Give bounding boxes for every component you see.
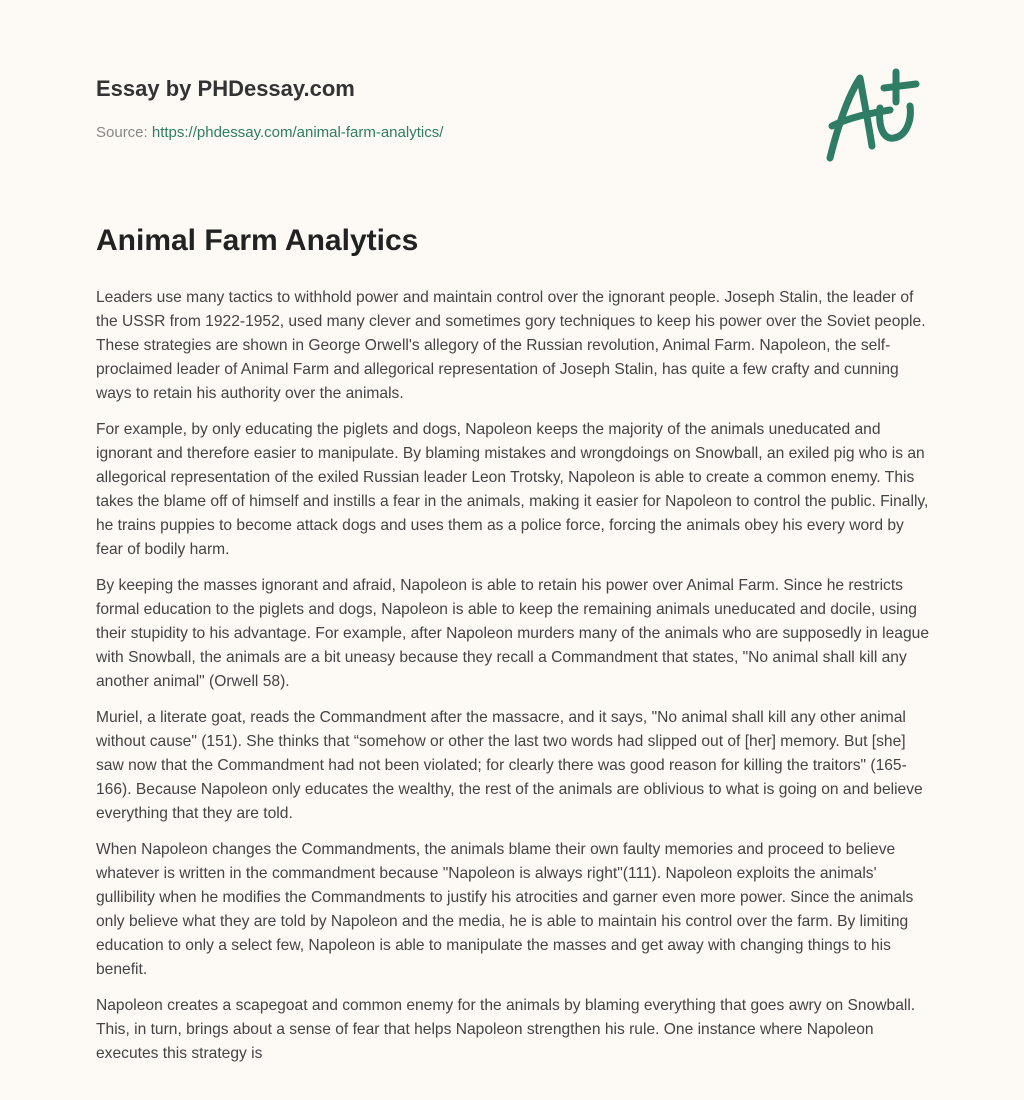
paragraph: For example, by only educating the piglets and dogs, Napoleon keeps the majority of the animals uneducated and ignorant and therefore easier to manipulate. By blaming mistakes and wrongdoings on Snowball, an exiled pig who is an allegorical representation of the exiled Russian leader Leon Trotsky, Napoleon is able to create a common enemy. This takes the blame off of himself and instills a fear in the animals, making it easier for Napoleon to control the public. Finally, he trains puppies to become attack dogs and uses them as a police force, forcing the animals obey his every word by fear of bodily harm. — [96, 421, 929, 558]
paragraph: Napoleon creates a scapegoat and common enemy for the animals by blaming everything that goes awry on Snowball. This, in turn, brings about a sense of fear that helps Napoleon strengthen his rule. One instance where Napoleon executes this strategy is — [96, 997, 916, 1062]
paragraph: Muriel, a literate goat, reads the Commandment after the massacre, and it says, "No animal shall kill any other animal without cause" (151). She thinks that “somehow or other the last two words had slipped out of [her] memory. But [she] saw now that the Commandment had not been violated; for clearly there was good reason for killing the traitors" (165-166). Because Napoleon only educates the wealthy, the rest of the animals are oblivious to what is going on and believe everything that they are told. — [96, 709, 923, 822]
a-plus-logo-icon — [818, 66, 930, 166]
paragraph: Leaders use many tactics to withhold power and maintain control over the ignorant people. Joseph Stalin, the leader of the USSR from 1922-1952, used many clever and sometimes gory techniques to keep his power over the Soviet people. These strategies are shown in George Orwell's allegory of the Russian revolution, Animal Farm. Napoleon, the self-proclaimed leader of Animal Farm and allegorical representation of Joseph Stalin, has quite a few crafty and cunning ways to retain his authority over the animals. — [96, 289, 926, 402]
site-title: Essay by PHDessay.com — [96, 76, 355, 101]
paragraph: By keeping the masses ignorant and afraid, Napoleon is able to retain his power over Animal Farm. Since he restricts formal education to the piglets and dogs, Napoleon is able to keep the remaining animals uneducated and docile, using their stupidity to his advantage. For example, after Napoleon murders many of the animals who are supposedly in league with Snowball, the animals are a bit uneasy because they recall a Commandment that states, "No animal shall kill any another animal" (Orwell 58). — [96, 577, 929, 690]
essay-title: Animal Farm Analytics — [96, 224, 419, 257]
source-line — [96, 124, 443, 141]
paragraph: When Napoleon changes the Commandments, the animals blame their own faulty memories and proceed to believe whatever is written in the commandment because "Napoleon is always right"(111). Napoleon exploits the animals' gullibility when he modifies the Commandments to justify his atrocities and garner even more power. Since the animals only believe what they are told by Napoleon and the media, he is able to maintain his control over the farm. By limiting education to only a select few, Napoleon is able to manipulate the masses and get away with changing things to his benefit. — [96, 841, 914, 978]
source-link[interactable]: https://phdessay.com/animal-farm-analytics/ — [151, 124, 444, 141]
source-label: Source: — [96, 124, 148, 141]
essay-body — [96, 286, 932, 1078]
